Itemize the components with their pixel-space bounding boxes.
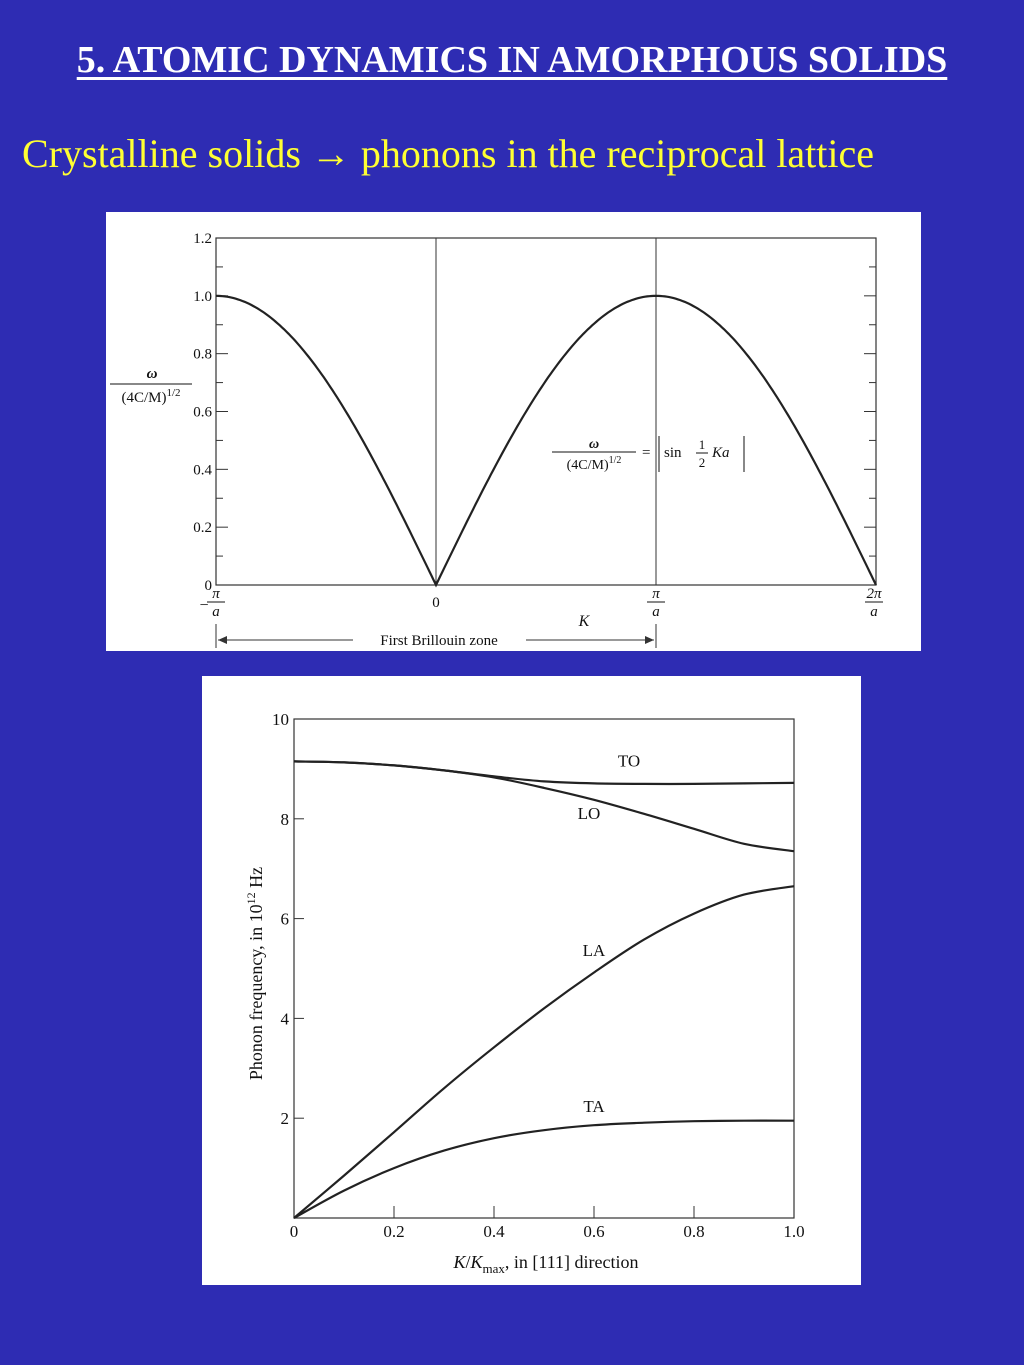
slide-title: 5. ATOMIC DYNAMICS IN AMORPHOUS SOLIDS: [76, 39, 948, 81]
branch-label-la: LA: [582, 941, 606, 961]
slide-subtitle: Crystalline solids → phonons in the reciprocal lattice: [22, 131, 875, 176]
annotation-sin: sin: [664, 445, 682, 461]
x-tick-label: 0.4: [483, 1222, 505, 1241]
y-axis-label: Phonon frequency, in $10^{12}$ Hz: [244, 866, 266, 1081]
branch-curve-lo: [294, 761, 794, 851]
dispersion-chart-panel: [106, 212, 921, 651]
plot-frame: [294, 719, 794, 1218]
x-tick-label-denominator: a: [870, 604, 878, 620]
y-tick-label: 0.4: [193, 462, 212, 479]
annotation-equals: =: [642, 445, 651, 461]
annotation-denominator: $(4C/M)^{1/2}$: [566, 455, 622, 473]
annotation-half-num: 1: [698, 437, 706, 452]
y-tick-label: 1.0: [193, 288, 212, 305]
branch-curve-ta: [294, 1121, 794, 1218]
x-tick-label-numerator: π: [652, 586, 660, 602]
branch-label-ta: TA: [583, 1097, 605, 1117]
x-tick-label: 0.6: [583, 1222, 605, 1241]
y-tick-label: 10: [272, 710, 289, 729]
y-tick-label: 2: [280, 1109, 289, 1129]
annotation-numerator: ω: [588, 437, 600, 452]
x-tick-label: 0: [432, 595, 440, 611]
y-tick-label: 8: [280, 809, 289, 829]
y-axis-label-denominator: $(4C/M)^{1/2}$: [121, 387, 181, 406]
annotation-ka: Ka: [712, 445, 730, 461]
y-tick-label: 0.2: [193, 520, 212, 537]
x-tick-label-numerator: π: [212, 586, 220, 602]
y-tick-label: 1.2: [193, 231, 212, 247]
y-axis-label-numerator: ω: [146, 366, 158, 382]
x-tick-label: 0.2: [383, 1222, 405, 1241]
x-tick-label-denominator: a: [652, 604, 660, 620]
y-tick-label: 4: [280, 1009, 289, 1029]
x-tick-label-denominator: a: [212, 604, 220, 620]
y-tick-label: 0: [204, 578, 212, 594]
x-tick-label-numerator: 2π: [866, 586, 882, 602]
dispersion-curve: [216, 296, 876, 585]
zone-arrowhead-left: [218, 636, 227, 644]
zone-arrowhead-right: [645, 636, 654, 644]
x-tick-label: 0: [289, 1222, 299, 1241]
monatomic-dispersion-chart: [106, 212, 921, 651]
x-tick-label: 1.0: [783, 1222, 805, 1241]
x-axis-label: $K/K_{max}$, in [111] direction: [453, 1252, 639, 1276]
plot-frame: [216, 238, 876, 585]
branch-curve-la: [294, 886, 794, 1218]
x-tick-label-sign: −: [199, 597, 209, 614]
y-tick-label: 6: [280, 909, 289, 929]
branch-label-lo: LO: [577, 803, 601, 823]
annotation-half-den: 2: [698, 455, 706, 470]
y-tick-label: 0.6: [193, 404, 212, 421]
phonon-frequency-chart-panel: [202, 676, 861, 1285]
x-axis-label: K: [578, 613, 590, 630]
branch-label-to: TO: [617, 751, 641, 771]
zone-label: First Brillouin zone: [380, 633, 498, 649]
x-tick-label: 0.8: [683, 1222, 705, 1241]
branch-curve-to: [294, 761, 794, 784]
y-tick-label: 0.8: [193, 346, 212, 363]
phonon-branches-chart: [202, 676, 861, 1285]
